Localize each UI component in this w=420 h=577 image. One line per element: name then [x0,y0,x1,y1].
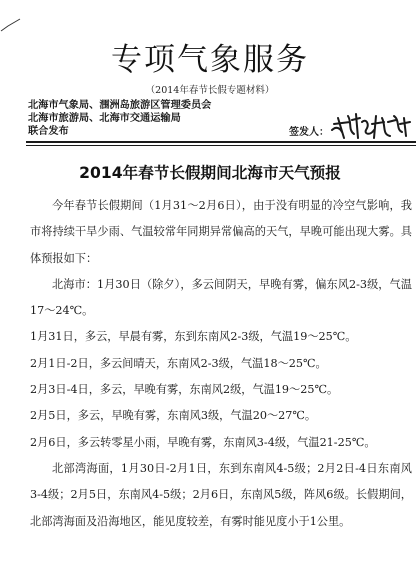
page-title: 专项气象服务 [111,42,309,78]
header-divider-thin [26,145,416,146]
signer-label: 签发人： [289,127,329,138]
issuer-line: 联合发布 [28,126,69,137]
daily-forecast: 2月1日-2日，多云间晴天，东南风2-3级，气温18～25℃。 [30,356,327,370]
handwritten-signature [330,108,412,142]
issuer-line: 北海市气象局、涠洲岛旅游区管理委员会 [28,100,212,111]
daily-forecast: 2月3日-4日，多云，早晚有雾，东南风2级，气温19～25℃。 [30,383,339,397]
intro-paragraph: 今年春节长假期间（1月31～2月6日），由于没有明显的冷空气影响，我市将持续干旱少雨、气温较常年同期异常偏高的天气，早晚可能出现大雾。具体预报如下： [30,199,412,265]
daily-forecast: 2月6日，多云转零星小雨，早晚有雾，东南风3-4级，气温21-25℃。 [30,435,376,449]
issuer-block [28,99,268,138]
issuer-line: 北海市旅游局、北海市交通运输局 [28,113,181,124]
sea-forecast: 北部湾海面，1月30日-2月1日，东到东南风4-5级；2月2日-4日东南风3-4级；2月5日，东南风4-5级；2月6日，东南风5级，阵风6级。长假期间，北部湾海面及沿海地区，能见度较差，有雾时能见度小于1公里。 [30,461,412,528]
corner-mark [0,18,22,32]
page-subtitle: （2014年春节长假专题材料） [145,85,275,96]
daily-forecast: 2月5日，多云，早晚有雾，东南风3级，气温20～27℃。 [30,409,317,423]
header-divider [26,141,416,143]
city-forecast: 北海市：1月30日（除夕），多云间阴天，早晚有雾，偏东风2-3级，气温17～24℃。 [30,277,412,318]
document-body [30,193,412,535]
document-title: 2014年春节长假期间北海市天气预报 [79,164,341,182]
daily-forecast: 1月31日，多云，早晨有雾，东到东南风2-3级，气温19～25℃。 [30,330,357,344]
